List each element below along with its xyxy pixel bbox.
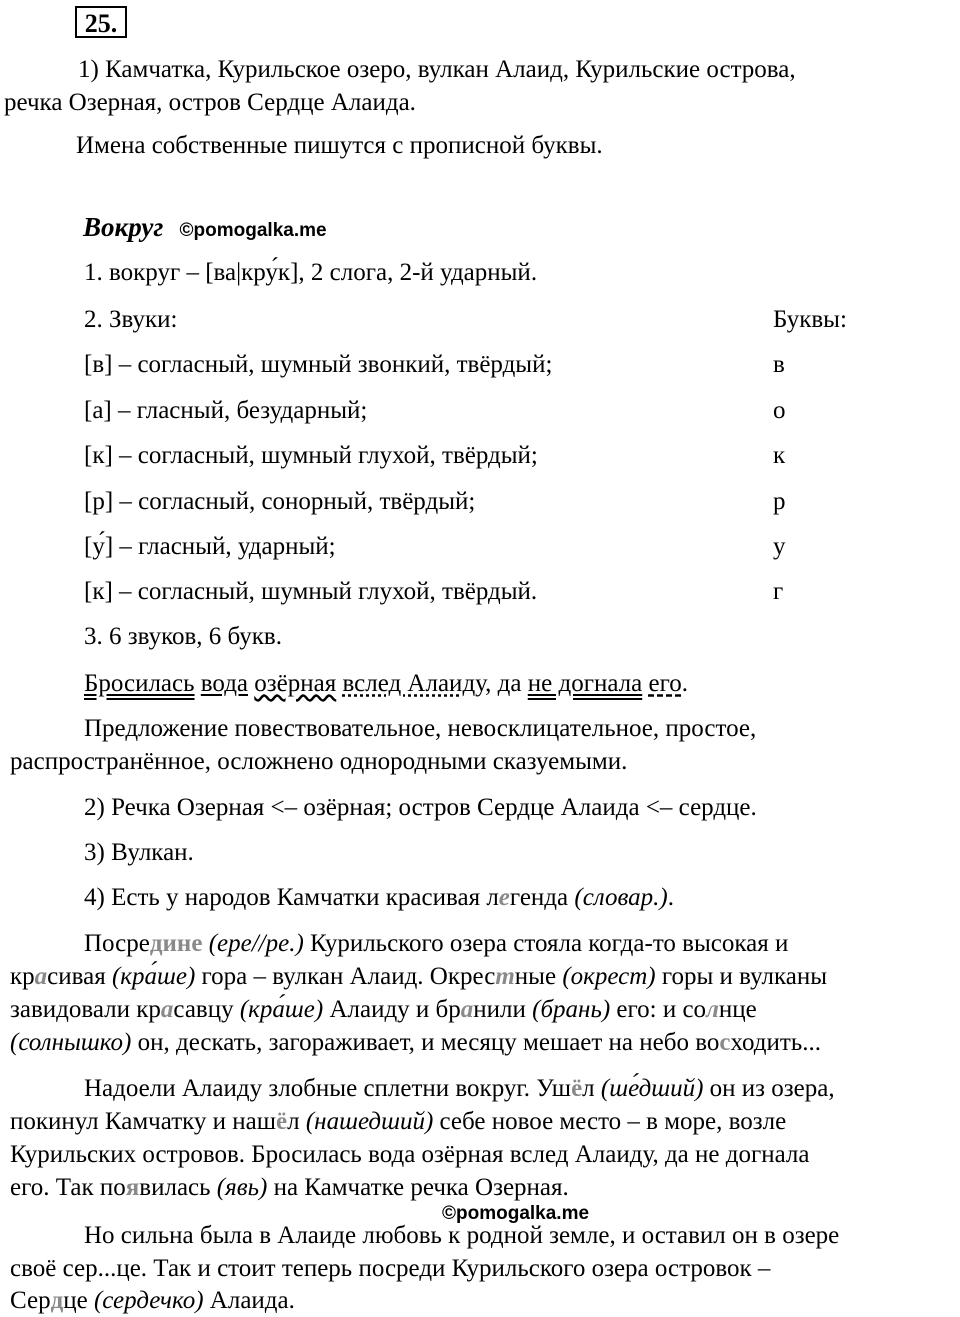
- watermark-top: ©pomogalka.me: [179, 220, 327, 241]
- phonetic-total: 3. 6 звуков, 6 букв.: [84, 623, 282, 650]
- text3-line-2: своё сер...це. Так и стоит теперь посреди Курильского озера островок –: [10, 1255, 771, 1282]
- sentence-end: .: [681, 670, 688, 697]
- predicate-2: не догнала: [527, 670, 643, 697]
- inserted-letter: ё: [276, 1108, 288, 1135]
- answer-1-line-1: 1) Камчатка, Курильское озеро, вулкан Алаид, Курильские острова,: [78, 56, 796, 83]
- letter-cell: у: [773, 533, 786, 560]
- conjunction: , да: [485, 670, 522, 697]
- parsed-sentence: [84, 669, 688, 699]
- text-fragment: Алаида.: [203, 1287, 295, 1314]
- text-fragment: ные: [514, 963, 557, 990]
- inserted-letter: т: [495, 963, 515, 990]
- check-word: (кра́ше): [239, 996, 324, 1023]
- check-word: (солнышко): [10, 1029, 132, 1056]
- subject: вода: [200, 670, 249, 697]
- word-title: Вокруг: [83, 212, 164, 242]
- attribute: озёрная: [254, 670, 337, 697]
- sound-row: [к] – согласный, шумный глухой, твёрдый.: [84, 578, 538, 605]
- text-fragment: Курильского озера стояла когда-то высокая и: [303, 930, 789, 957]
- check-word: (брань): [532, 996, 611, 1023]
- text-fragment: Надоели Алаиду злобные сплетни вокруг. Уш: [84, 1075, 572, 1102]
- text-fragment: сивая: [47, 963, 106, 990]
- text-fragment: л: [287, 1108, 300, 1135]
- text1-line-1: [84, 929, 788, 959]
- text-fragment: себе новое место – в море, возле: [433, 1108, 787, 1135]
- check-word: (ше́дший): [600, 1075, 704, 1102]
- phonetic-line-1: 1. вокруг – [ва|кру́к], 2 слога, 2-й ударный.: [84, 259, 538, 286]
- sound-row: [а] – гласный, безударный;: [84, 397, 368, 424]
- letter-cell: к: [773, 442, 786, 469]
- text-fragment: вилась: [139, 1174, 211, 1201]
- text-fragment: л: [582, 1075, 595, 1102]
- text-fragment: нце: [718, 996, 757, 1023]
- object: его: [648, 670, 682, 697]
- check-word: (кра́ше): [111, 963, 196, 990]
- text-fragment: его. Так по: [10, 1174, 126, 1201]
- text-fragment: нили: [473, 996, 526, 1023]
- inserted-letter: л: [706, 996, 719, 1023]
- text-fragment: он, дескать, загораживает, и месяцу мешает на небо во: [131, 1029, 720, 1056]
- word-heading: [83, 212, 327, 246]
- text-fragment: .: [667, 884, 675, 911]
- text3-line-3: [10, 1286, 295, 1316]
- inserted-letter: ё: [571, 1075, 583, 1102]
- text2-line-2: [10, 1107, 786, 1137]
- text-fragment: завидовали кр: [10, 996, 161, 1023]
- text2-line-1: [84, 1074, 835, 1104]
- text-fragment: гора – вулкан Алаид. Окрес: [195, 963, 496, 990]
- sounds-header: 2. Звуки:: [84, 306, 178, 333]
- text-fragment: на Камчатке речка Озерная.: [267, 1174, 569, 1201]
- text-fragment: генда: [509, 884, 569, 911]
- answer-4: [84, 883, 674, 913]
- inserted-letter: а: [34, 963, 48, 990]
- text-fragment: савцу: [173, 996, 234, 1023]
- text1-line-2: [10, 962, 827, 992]
- text-fragment: 4) Есть у народов Камчатки красивая л: [84, 884, 499, 911]
- task-number: 25.: [75, 6, 127, 38]
- answer-2: 2) Речка Озерная <– озёрная; остров Сердце Алаида <– сердце.: [84, 794, 757, 821]
- inserted-letter: е: [498, 884, 510, 911]
- sound-row: [у́] – гласный, ударный;: [84, 533, 336, 560]
- text-fragment: его: и со: [610, 996, 707, 1023]
- text-fragment: покинул Камчатку и наш: [10, 1108, 277, 1135]
- check-word: (окрест): [562, 963, 656, 990]
- sound-row: [в] – согласный, шумный звонкий, твёрдый;: [84, 351, 553, 378]
- predicate-1: Бросилась: [84, 670, 195, 697]
- inserted-letter: дине: [149, 930, 203, 957]
- text-fragment: Сер: [10, 1287, 51, 1314]
- inserted-letter: д: [50, 1287, 64, 1314]
- analysis-line-2: распространённое, осложнено однородными сказуемыми.: [10, 748, 628, 775]
- dictionary-note: (словар.): [574, 884, 668, 911]
- answer-1-line-2: речка Озерная, остров Сердце Алаида.: [4, 89, 416, 116]
- text2-line-3: Курильских островов. Бросилась вода озёрная вслед Алаиду, да не догнала: [10, 1141, 810, 1168]
- letters-header: Буквы:: [773, 306, 847, 333]
- sound-row: [к] – согласный, шумный глухой, твёрдый;: [84, 442, 538, 469]
- text-fragment: горы и вулканы: [655, 963, 828, 990]
- text2-line-4: [10, 1173, 569, 1203]
- letter-cell: о: [773, 397, 786, 424]
- text-fragment: он из озера,: [703, 1075, 835, 1102]
- sound-row: [р] – согласный, сонорный, твёрдый;: [84, 488, 476, 515]
- text1-line-3: [10, 995, 757, 1025]
- rule-text: Имена собственные пишутся с прописной буквы.: [76, 132, 603, 159]
- letter-cell: г: [773, 578, 784, 605]
- inserted-letter: с: [719, 1029, 731, 1056]
- inserted-letter: я: [125, 1174, 140, 1201]
- inserted-letter: а: [160, 996, 174, 1023]
- text-fragment: ходить...: [730, 1029, 821, 1056]
- text3-line-1: Но сильна была в Алаиде любовь к родной земле, и оставил он в озере: [84, 1222, 840, 1249]
- text-fragment: кр: [10, 963, 35, 990]
- analysis-line-1: Предложение повествовательное, невосклицательное, простое,: [84, 715, 757, 742]
- watermark-bottom: ©pomogalka.me: [442, 1203, 590, 1224]
- check-word: (нашедший): [305, 1108, 434, 1135]
- inserted-letter: а: [460, 996, 474, 1023]
- adverbial: вслед Алаиду: [342, 670, 486, 697]
- text-fragment: це: [63, 1287, 88, 1314]
- check-word: (сердечко): [93, 1287, 204, 1314]
- check-note: (ере//ре.): [208, 930, 304, 957]
- text-fragment: Алаиду и бр: [323, 996, 461, 1023]
- letter-cell: р: [773, 488, 786, 515]
- answer-3: 3) Вулкан.: [84, 839, 194, 866]
- check-word: (явь): [216, 1174, 268, 1201]
- text-fragment: Посре: [84, 930, 150, 957]
- letter-cell: в: [773, 351, 785, 378]
- text1-line-4: [10, 1028, 821, 1058]
